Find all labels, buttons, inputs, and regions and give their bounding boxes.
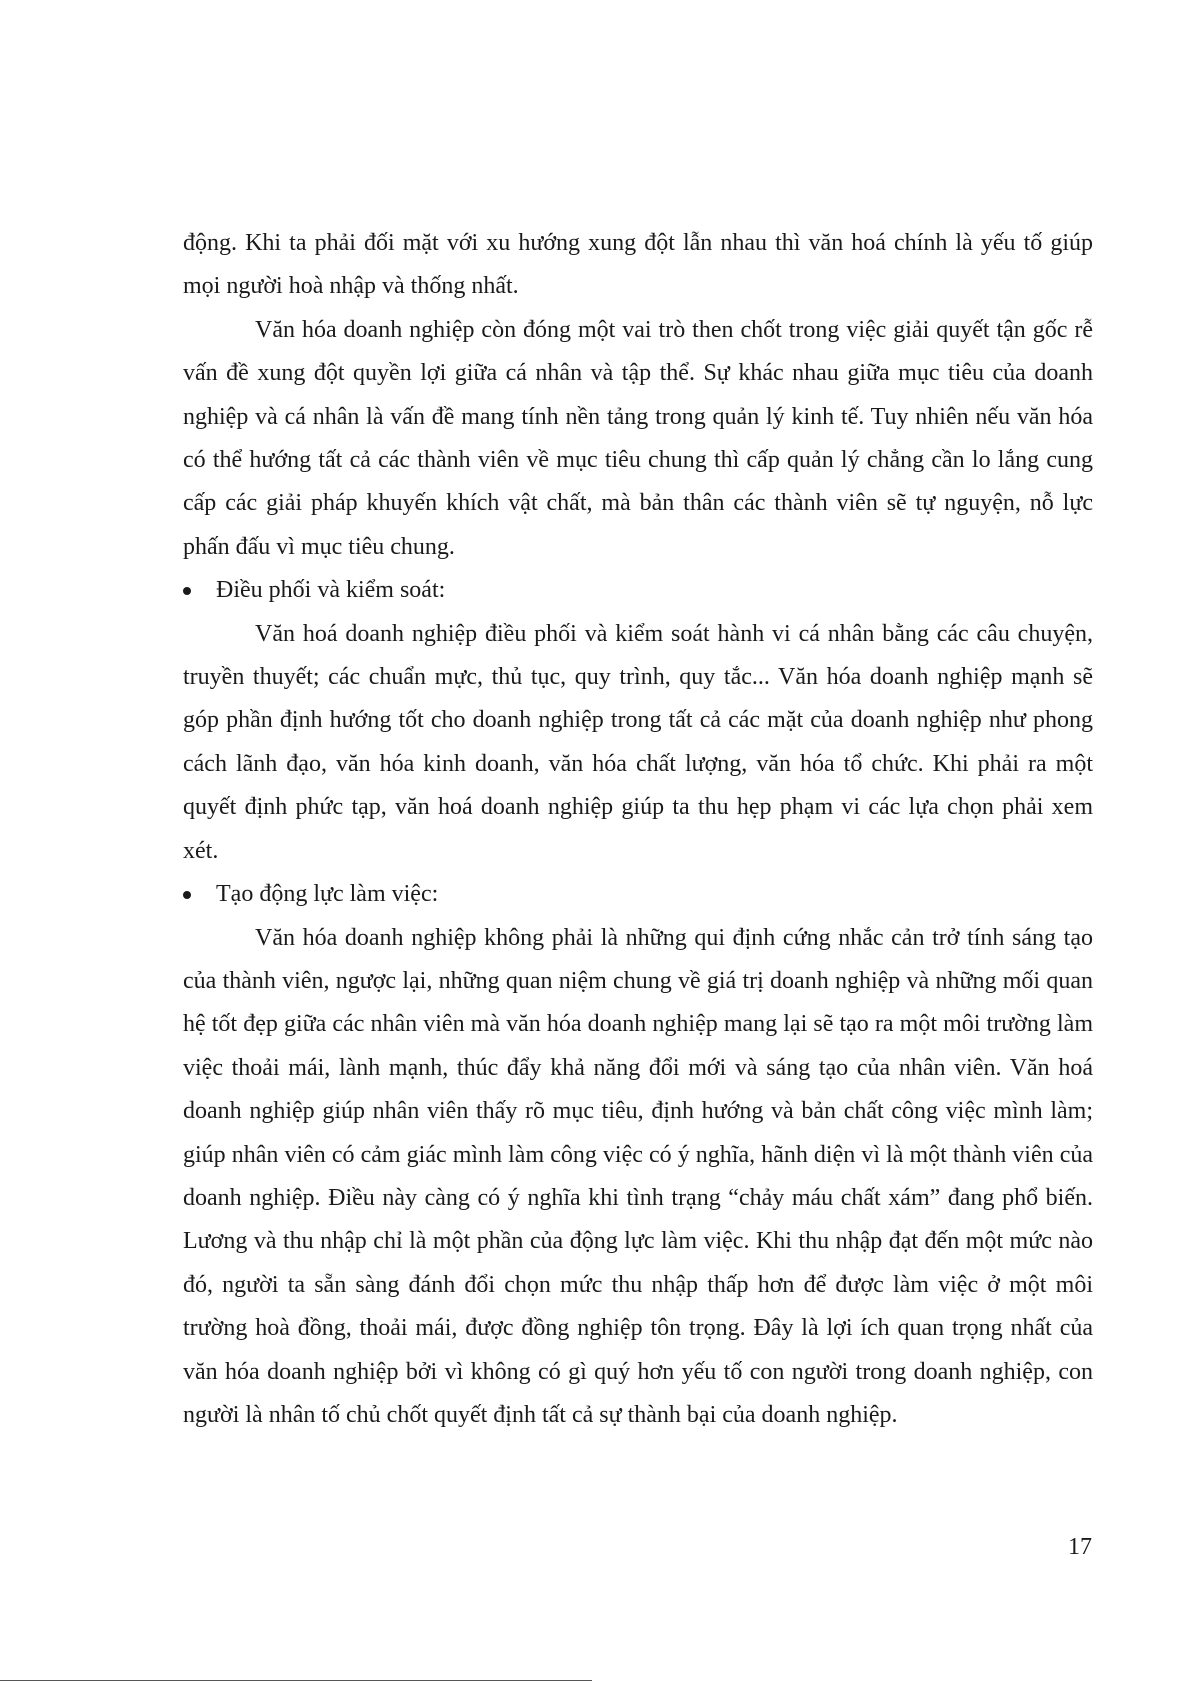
paragraph-motivation: Văn hóa doanh nghiệp không phải là những qui định cứng nhắc cản trở tính sáng tạo của thành viên, ngược lại, những quan niệm chung về giá trị doanh nghiệp và những mối quan hệ tốt đẹp giữa các nhân viên mà văn hóa doanh nghiệp mang lại sẽ tạo ra một môi trường làm việc thoải mái, lành mạnh, thúc đẩy khả năng đổi mới và sáng tạo của nhân viên. Văn hoá doanh nghiệp giúp nhân viên thấy rõ mục tiêu, định hướng và bản chất công việc mình làm; giúp nhân viên có cảm giác mình làm công việc có ý nghĩa, hãnh diện vì là một thành viên của doanh nghiệp. Điều này càng có ý nghĩa khi tình trạng “chảy máu chất xám” đang phổ biến. Lương và thu nhập chỉ là một phần của động lực làm việc. Khi thu nhập đạt đến một mức nào đó, người ta sẵn sàng đánh đổi chọn mức thu nhập thấp hơn để được làm việc ở một môi trường hoà đồng, thoải mái, được đồng nghiệp tôn trọng. Đây là lợi ích quan trọng nhất của văn hóa doanh nghiệp bởi vì không có gì quý hơn yếu tố con người trong doanh nghiệp, con người là nhân tố chủ chốt quyết định tất cả sự thành bại của doanh nghiệp.	[183, 924, 1093, 1428]
bullet-label: Tạo động lực làm việc:	[216, 881, 439, 908]
bullet-dot-icon	[183, 891, 191, 899]
page-number: 17	[1068, 1534, 1092, 1560]
bullet-dot-icon	[183, 587, 191, 595]
paragraph-conflict-resolution: Văn hóa doanh nghiệp còn đóng một vai trò then chốt trong việc giải quyết tận gốc rễ vấn đề xung đột quyền lợi giữa cá nhân và tập thể. Sự khác nhau giữa mục tiêu của doanh nghiệp và cá nhân là vấn đề mang tính nền tảng trong quản lý kinh tế. Tuy nhiên nếu văn hóa có thể hướng tất cả các thành viên về mục tiêu chung thì cấp quản lý chẳng cần lo lắng cung cấp các giải pháp khuyến khích vật chất, mà bản thân các thành viên sẽ tự nguyện, nỗ lực phấn đấu vì mục tiêu chung.	[183, 316, 1093, 560]
bullet-item-motivation	[183, 873, 1093, 916]
page-body	[183, 222, 1093, 1437]
paragraph-continuation: động. Khi ta phải đối mặt với xu hướng xung đột lẫn nhau thì văn hoá chính là yếu tố giúp mọi người hoà nhập và thống nhất.	[183, 230, 1093, 300]
paragraph-coordination: Văn hoá doanh nghiệp điều phối và kiểm soát hành vi cá nhân bằng các câu chuyện, truyền thuyết; các chuẩn mực, thủ tục, quy trình, quy tắc... Văn hóa doanh nghiệp mạnh sẽ góp phần định hướng tốt cho doanh nghiệp trong tất cả các mặt của doanh nghiệp như phong cách lãnh đạo, văn hóa kinh doanh, văn hóa chất lượng, văn hóa tổ chức. Khi phải ra một quyết định phức tạp, văn hoá doanh nghiệp giúp ta thu hẹp phạm vi các lựa chọn phải xem xét.	[183, 620, 1093, 864]
footer-divider	[0, 1680, 592, 1681]
bullet-label: Điều phối và kiểm soát:	[216, 577, 446, 604]
bullet-item-coordination	[183, 569, 1093, 612]
